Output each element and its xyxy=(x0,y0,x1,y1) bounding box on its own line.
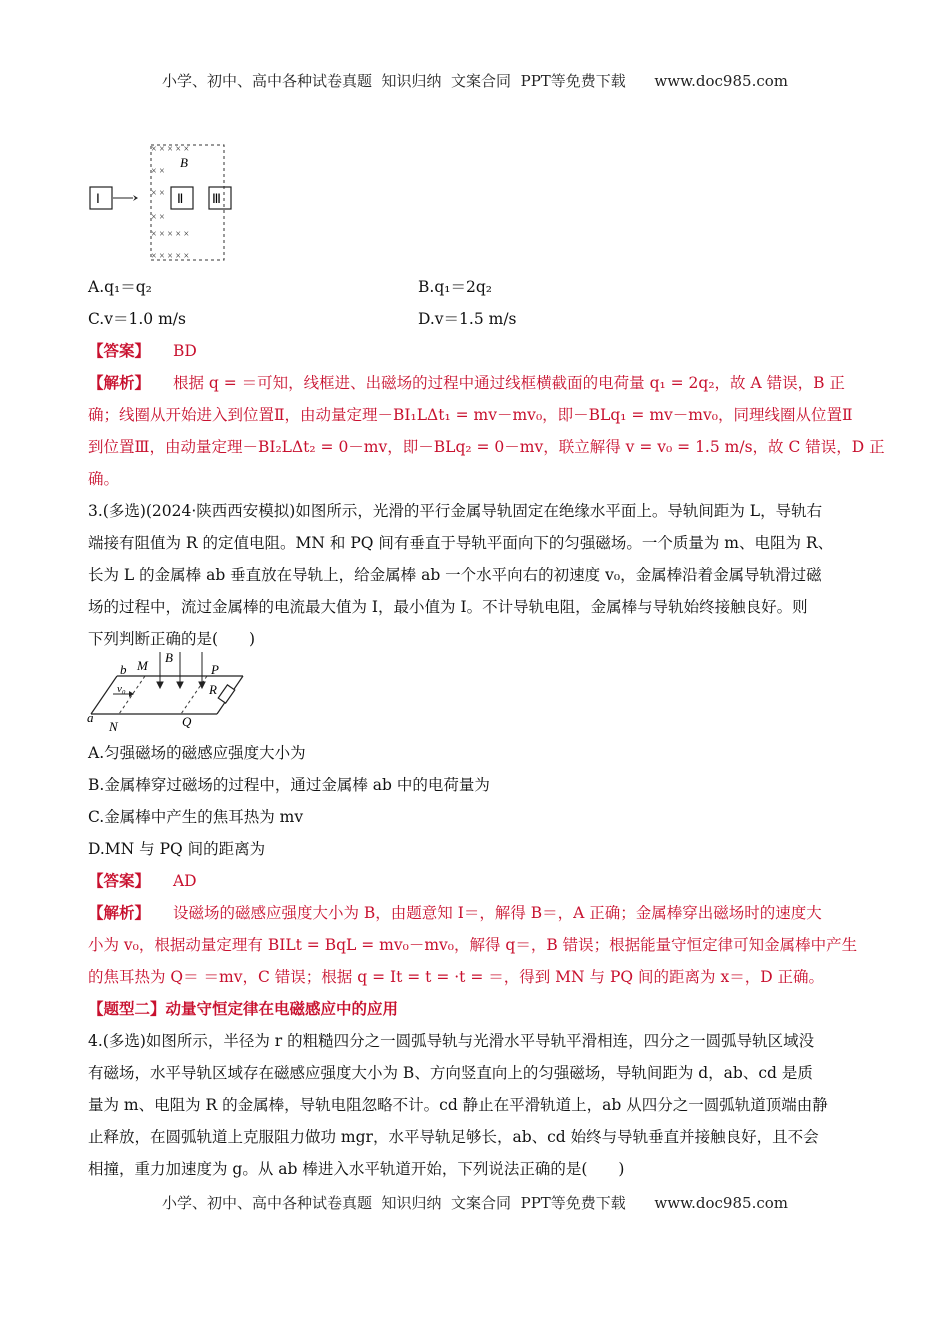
svg-text:× ×: × × xyxy=(151,188,165,199)
label-M: M xyxy=(137,658,148,673)
q3-stem-line-4: 场的过程中，流过金属棒的电流最大值为 I，最小值为 I。不计导轨电阻，金属棒与导轨始终接触良好。则 xyxy=(88,598,808,616)
q3-analysis-line-3: 的焦耳热为 Q＝ ＝mv，C 错误；根据 q = It = t = ·t = ＝，得到 MN 与 PQ 间的距离为 x＝，D 正确。 xyxy=(88,968,825,986)
svg-text:× × × × ×: × × × × × xyxy=(151,229,190,240)
analysis-tag: 【解析】 xyxy=(88,373,151,392)
label-R: R xyxy=(209,682,217,697)
q2-analysis-line-3: 到位置Ⅲ，由动量定理－BI₂LΔt₂ = 0－mv，即－BLq₂ = 0－mv，联立解得 v = v₀ = 1.5 m/s，故 C 错误，D 正 xyxy=(88,438,885,456)
label-B2: B xyxy=(165,650,173,665)
q3-stem-line-2: 端接有阻值为 R 的定值电阻。MN 和 PQ 间有垂直于导轨平面向下的匀强磁场。一个质量为 m、电阻为 R、 xyxy=(88,534,834,552)
q3-option-d: D.MN 与 PQ 间的距离为 xyxy=(88,840,266,858)
q2-analysis-line-2: 确；线圈从开始进入到位置Ⅱ，由动量定理－BI₁LΔt₁ = mv－mv₀，即－BLq₁ = mv－mv₀，同理线圈从位置Ⅱ xyxy=(88,406,853,424)
answer-tag: 【答案】 xyxy=(88,871,151,890)
rod-ab xyxy=(91,676,117,714)
q3-stem-line-3: 长为 L 的金属棒 ab 垂直放在导轨上，给金属棒 ab 一个水平向右的初速度 v₀，金属棒沿着金属导轨滑过磁 xyxy=(88,566,822,584)
analysis-tag: 【解析】 xyxy=(88,903,151,922)
q2-option-c: C.v＝1.0 m/s xyxy=(88,310,186,328)
q3-answer-value: AD xyxy=(172,872,197,890)
svg-text:× × × × ×: × × × × × xyxy=(151,144,190,155)
q2-option-b: B.q₁＝2q₂ xyxy=(418,278,492,296)
q3-option-b: B.金属棒穿过磁场的过程中，通过金属棒 ab 中的电荷量为 xyxy=(88,776,490,794)
q4-stem-line-4: 止释放，在圆弧轨道上克服阻力做功 mgr，水平导轨足够长，ab、cd 始终与导轨垂直并接触良好，且不会 xyxy=(88,1128,819,1146)
q4-stem-line-3: 量为 m、电阻为 R 的金属棒，导轨电阻忽略不计。cd 静止在平滑轨道上，ab 从四分之一圆弧轨道顶端由静 xyxy=(88,1096,828,1114)
q2-analysis-line-4: 确。 xyxy=(88,470,120,488)
label-N: N xyxy=(109,719,118,734)
coil-I-label: Ⅰ xyxy=(96,191,100,206)
svg-text:× ×: × × xyxy=(151,166,165,177)
section-title: 【题型二】动量守恒定律在电磁感应中的应用 xyxy=(88,999,399,1018)
label-Q: Q xyxy=(182,714,192,729)
q4-stem-line-2: 有磁场，水平导轨区域存在磁感应强度大小为 B、方向竖直向上的匀强磁场，导轨间距为 d，ab、cd 是质 xyxy=(88,1064,813,1082)
label-P: P xyxy=(211,662,219,677)
q3-analysis-line-2: 小为 v₀，根据动量定理有 BILt = BqL = mv₀－mv₀，解得 q＝，B 错误；根据能量守恒定律可知金属棒中产生 xyxy=(88,936,858,954)
coil-III-label: Ⅲ xyxy=(212,191,221,206)
coil-I xyxy=(90,187,112,209)
figure-rails xyxy=(85,648,255,736)
label-v0: v₀ xyxy=(117,683,126,695)
figure-coil-field xyxy=(85,140,245,265)
page-header: 小学、初中、高中各种试卷真题 知识归纳 文案合同 PPT等免费下载 www.doc985.com xyxy=(161,72,788,90)
label-b: b xyxy=(120,662,127,677)
page-footer: 小学、初中、高中各种试卷真题 知识归纳 文案合同 PPT等免费下载 www.doc985.com xyxy=(161,1194,788,1212)
svg-text:× ×: × × xyxy=(151,212,165,223)
arrow-head xyxy=(133,195,138,201)
q3-option-c: C.金属棒中产生的焦耳热为 mv xyxy=(88,808,304,826)
q2-analysis-line-1: 【解析】 根据 q = ＝可知，线框进、出磁场的过程中通过线框横截面的电荷量 q₁ = 2q₂，故 A 错误，B 正 xyxy=(88,373,845,392)
coil-II-label: Ⅱ xyxy=(177,191,184,206)
q4-stem-line-5: 相撞，重力加速度为 g。从 ab 棒进入水平轨道开始，下列说法正确的是( ) xyxy=(88,1160,625,1178)
q3-option-a: A.匀强磁场的磁感应强度大小为 xyxy=(88,744,306,762)
svg-text:× × × × ×: × × × × × xyxy=(151,251,190,262)
q2-option-a: A.q₁＝q₂ xyxy=(88,278,152,296)
label-B: B xyxy=(180,155,188,170)
q2-answer-value: BD xyxy=(172,342,197,360)
resistor xyxy=(218,685,235,703)
q3-stem-line-1: 3.(多选)(2024·陕西西安模拟)如图所示，光滑的平行金属导轨固定在绝缘水平面上。导轨间距为 L，导轨右 xyxy=(88,502,823,520)
q2-option-d: D.v＝1.5 m/s xyxy=(418,310,517,328)
label-a: a xyxy=(87,710,94,725)
q2-answer-row xyxy=(88,340,197,362)
q3-stem-line-5: 下列判断正确的是( ) xyxy=(88,630,256,648)
q4-stem-line-1: 4.(多选)如图所示，半径为 r 的粗糙四分之一圆弧导轨与光滑水平导轨平滑相连，四分之一圆弧导轨区域没 xyxy=(88,1032,815,1050)
answer-tag: 【答案】 xyxy=(88,341,151,360)
q3-analysis-line-1: 【解析】 设磁场的磁感应强度大小为 B，由题意知 I＝，解得 B＝，A 正确；金属棒穿出磁场时的速度大 xyxy=(88,903,822,922)
q3-answer-row xyxy=(88,870,197,892)
